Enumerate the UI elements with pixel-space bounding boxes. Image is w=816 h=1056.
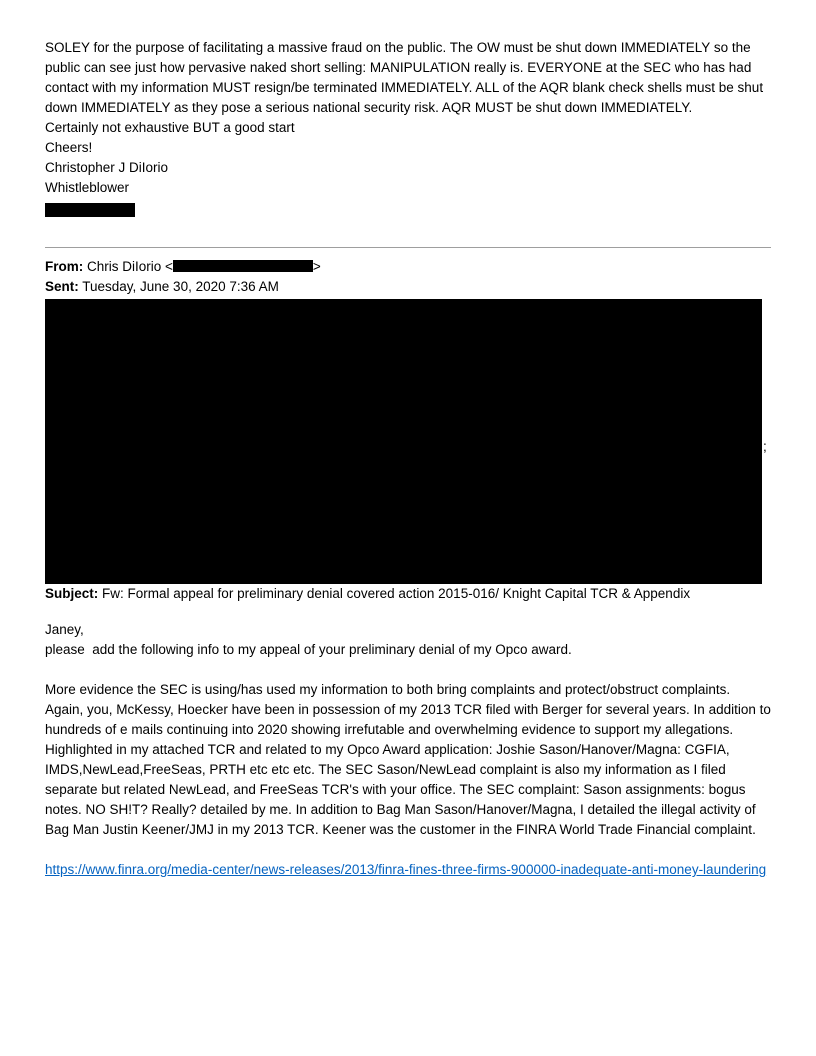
from-name: Chris DiIorio <: [83, 259, 173, 274]
from-close-bracket: >: [312, 259, 321, 274]
sent-label: Sent:: [45, 279, 79, 294]
redaction-signature-block: [45, 203, 135, 217]
from-line: [45, 257, 771, 277]
intro-line: please add the following info to my appeal of your preliminary denial of my Opco award.: [45, 642, 572, 657]
redaction-overflow-character: ;: [763, 439, 767, 454]
subject-line: [45, 584, 771, 604]
top-line-cheers: Cheers!: [45, 140, 93, 155]
from-label: From:: [45, 259, 84, 274]
sent-line: [45, 277, 771, 297]
subject-value: Fw: Formal appeal for preliminary denial covered action 2015-016/ Knight Capital TCR & Appendix: [98, 586, 691, 601]
subject-label: Subject:: [45, 586, 99, 601]
sent-value: Tuesday, June 30, 2020 7:36 AM: [78, 279, 279, 294]
link-paragraph: [45, 860, 771, 880]
finra-link[interactable]: https://www.finra.org/media-center/news-releases/2013/finra-fines-three-firms-900000-inadequate-anti-money-laundering: [45, 862, 767, 877]
signature-title: Whistleblower: [45, 180, 130, 195]
body-paragraph-1: More evidence the SEC is using/has used my information to both bring complaints and protect/obstruct complaints. Again, you, McKessy, Hoecker have been in possession of my 2013 TCR filed with Berger for several years. In addition to hundreds of e mails continuing into 2020 showing irrefutable and overwhelming evidence to support my allegations.: [45, 682, 775, 737]
signature-name: Christopher J DiIorio: [45, 160, 169, 175]
redaction-email-address: [173, 260, 313, 272]
top-line-not-exhaustive: Certainly not exhaustive BUT a good start: [45, 120, 295, 135]
salutation: Janey,: [45, 622, 84, 637]
body-paragraph-2: Highlighted in my attached TCR and related to my Opco Award application: Joshie Sason/Hanover/Magna: CGFIA, IMDS,NewLead,FreeSeas, PRTH etc etc etc. The SEC Sason/NewLead complaint is also my information as I filed separate but related NewLead, and FreeSeas TCR's with your office. The SEC complaint: Sason assignments: bogus notes. NO SH!T? Really? detailed by me. In addition to Bag Man Sason/Hanover/Magna, I detailed the illegal activity of Bag Man Justin Keener/JMJ in my 2013 TCR. Keener was the customer in the FINRA World Trade Financial complaint.: [45, 742, 760, 837]
redaction-block-large: [45, 299, 762, 584]
email-divider: [45, 247, 771, 248]
top-paragraph: SOLEY for the purpose of facilitating a massive fraud on the public. The OW must be shut down IMMEDIATELY so the public can see just how pervasive naked short selling: MANIPULATION really is. EVERYONE at the SEC who has had contact with my information MUST resign/be terminated IMMEDIATELY. ALL of the AQR blank check shells must be shut down IMMEDIATELY as they pose a serious national security risk. AQR MUST be shut down IMMEDIATELY.: [45, 40, 767, 115]
redaction-body-wrap: [45, 299, 771, 584]
